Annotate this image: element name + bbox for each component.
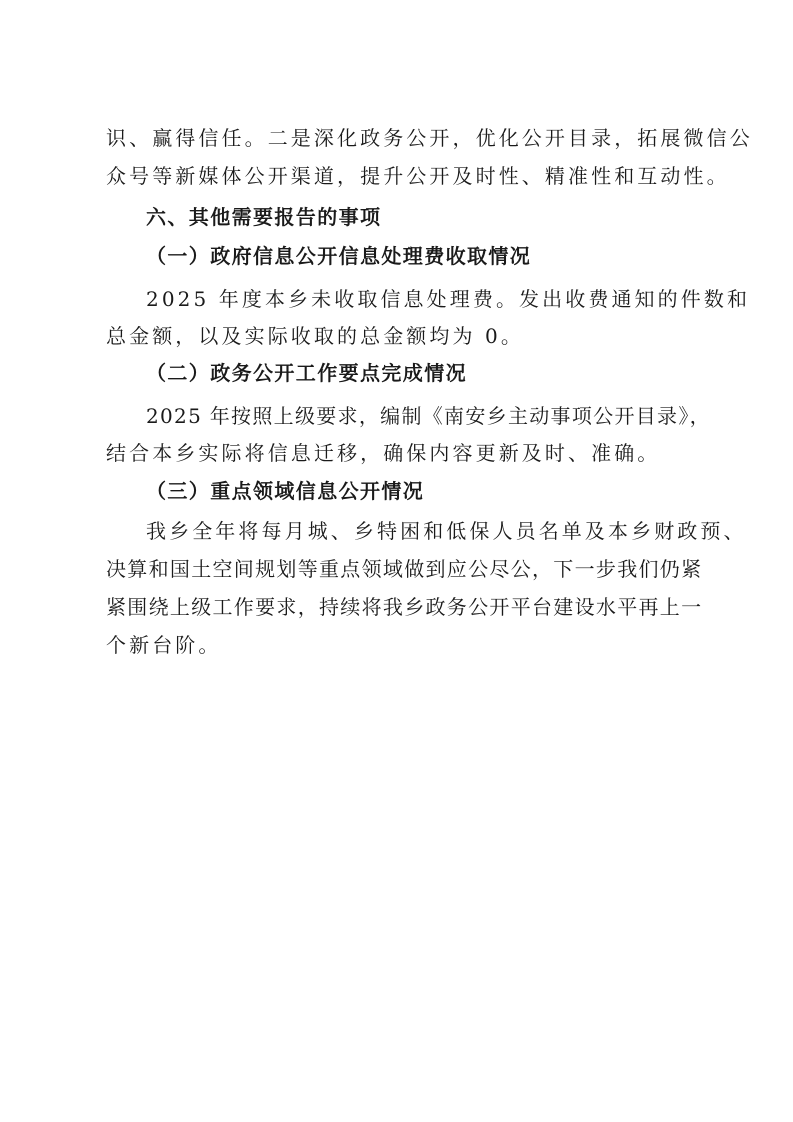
section-heading: 六、其他需要报告的事项 <box>146 205 382 229</box>
paragraph-line: 结合本乡实际将信息迁移，确保内容更新及时、准确。 <box>106 441 661 465</box>
paragraph-line: 我乡全年将每月城、乡特困和低保人员名单及本乡财政预、 <box>146 519 747 543</box>
paragraph-line: 决算和国土空间规划等重点领域做到应公尽公，下一步我们仍紧 <box>106 557 703 581</box>
paragraph-line: 众号等新媒体公开渠道，提升公开及时性、精准性和互动性。 <box>106 164 730 188</box>
subsection-heading: （三）重点领域信息公开情况 <box>146 479 425 503</box>
paragraph-line: 个新台阶。 <box>106 633 222 657</box>
paragraph-line: 2025 年按照上级要求，编制《南安乡主动事项公开目录》， <box>146 404 711 428</box>
paragraph-line: 2025 年度本乡未收取信息处理费。发出收费通知的件数和 <box>146 287 751 311</box>
subsection-heading: （二）政务公开工作要点完成情况 <box>146 361 467 385</box>
subsection-heading: （一）政府信息公开信息处理费收取情况 <box>146 244 532 268</box>
paragraph-line: 紧围绕上级工作要求，持续将我乡政务公开平台建设水平再上一 <box>106 595 703 619</box>
paragraph-line: 总金额，以及实际收取的总金额均为 0。 <box>106 324 524 348</box>
paragraph-line: 识、赢得信任。二是深化政务公开，优化公开目录，拓展微信公 <box>106 126 753 150</box>
